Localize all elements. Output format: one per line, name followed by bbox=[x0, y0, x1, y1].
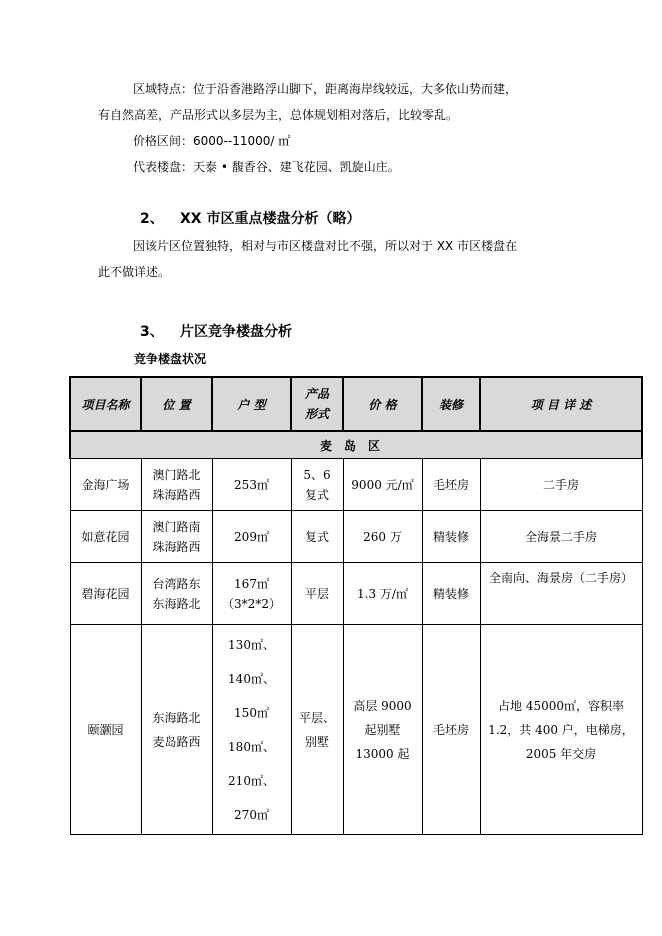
cell-form-line1: 5、6 bbox=[303, 467, 331, 482]
cell-location-line2: 麦岛路西 bbox=[152, 734, 201, 749]
table-section-row bbox=[70, 431, 642, 459]
unit-type-item: 270㎡ bbox=[234, 807, 269, 822]
cell-price-line1: 高层 9000 bbox=[353, 698, 412, 713]
header-product-form bbox=[291, 377, 343, 431]
intro-features-line1: 区域特点：位于沿香港路浮山脚下，距离海岸线较远，大多依山势而建， bbox=[133, 82, 518, 96]
cell-form-line2: 复式 bbox=[304, 487, 329, 502]
cell-location-line1: 东海路北 bbox=[152, 710, 201, 725]
cell-form-line1: 平层、 bbox=[298, 710, 335, 725]
cell-desc-line2: 1.2，共 400 户，电梯房， bbox=[488, 722, 634, 737]
cell-location-line2: 东海路北 bbox=[152, 596, 201, 611]
cell-price-line2: 起别墅 bbox=[364, 722, 401, 737]
cell-description: 全海景二手房 bbox=[480, 511, 642, 563]
table-row bbox=[70, 459, 642, 511]
section2-text-line2: 此不做详述。 bbox=[98, 265, 171, 279]
cell-price: 260 万 bbox=[343, 511, 422, 563]
cell-product-form: 复式 bbox=[291, 511, 343, 563]
section2-number: 2、 bbox=[140, 211, 164, 227]
header-price: 价 格 bbox=[343, 377, 422, 431]
cell-location-line1: 澳门路北 bbox=[152, 467, 201, 482]
table-header-row bbox=[70, 377, 642, 431]
section3-title: 片区竞争楼盘分析 bbox=[180, 324, 292, 340]
cell-name: 如意花园 bbox=[70, 511, 141, 563]
header-unit-type: 户 型 bbox=[212, 377, 291, 431]
table-row bbox=[70, 563, 642, 625]
cell-finish: 精装修 bbox=[422, 563, 480, 625]
cell-form-line2: 别墅 bbox=[304, 734, 329, 749]
cell-location bbox=[141, 459, 212, 511]
cell-unit-type: 209㎡ bbox=[212, 511, 291, 563]
cell-location-line2: 珠海路西 bbox=[152, 487, 201, 502]
cell-unit-types bbox=[212, 625, 291, 835]
cell-product-form: 平层 bbox=[291, 563, 343, 625]
header-project-name: 项目名称 bbox=[70, 377, 141, 431]
section2-title: XX 市区重点楼盘分析（略） bbox=[180, 211, 361, 227]
cell-description: 全南向、海景房（二手房） bbox=[480, 563, 642, 625]
competition-table bbox=[69, 376, 643, 835]
cell-location-line1: 澳门路南 bbox=[152, 519, 201, 534]
cell-name: 颐灏园 bbox=[70, 625, 141, 835]
section-maidao: 麦岛区 bbox=[70, 431, 642, 459]
table-row bbox=[70, 511, 642, 563]
cell-name: 金海广场 bbox=[70, 459, 141, 511]
header-product-form-line1: 产品 bbox=[304, 387, 329, 401]
section3-subtitle: 竞争楼盘状况 bbox=[134, 352, 207, 366]
section3-heading bbox=[140, 321, 292, 341]
header-location: 位 置 bbox=[141, 377, 212, 431]
intro-price-range: 价格区间：6000--11000/ ㎡ bbox=[133, 134, 291, 148]
header-product-form-line2: 形式 bbox=[304, 407, 329, 421]
cell-price bbox=[343, 625, 422, 835]
intro-representative: 代表楼盘：天泰 • 馥香谷、建飞花园、凯旋山庄。 bbox=[133, 160, 400, 174]
unit-type-item: 130㎡、 bbox=[228, 637, 275, 652]
cell-finish: 毛坯房 bbox=[422, 459, 480, 511]
cell-type-line1: 167㎡ bbox=[234, 576, 269, 591]
cell-location-line1: 台湾路东 bbox=[152, 576, 201, 591]
cell-description: 二手房 bbox=[480, 459, 642, 511]
unit-type-item: 210㎡、 bbox=[228, 773, 275, 788]
table-row bbox=[70, 625, 642, 835]
cell-unit-type: 253㎡ bbox=[212, 459, 291, 511]
cell-price: 1.3 万/㎡ bbox=[343, 563, 422, 625]
cell-desc-line1: 占地 45000㎡，容积率 bbox=[498, 698, 624, 713]
intro-features-line2: 有自然高差，产品形式以多层为主，总体规划相对落后，比较零乱。 bbox=[98, 108, 459, 122]
cell-desc-line3: 2005 年交房 bbox=[525, 746, 597, 761]
section3-number: 3、 bbox=[140, 324, 164, 340]
cell-location bbox=[141, 563, 212, 625]
cell-name: 碧海花园 bbox=[70, 563, 141, 625]
cell-price: 9000 元/㎡ bbox=[343, 459, 422, 511]
cell-description bbox=[480, 625, 642, 835]
cell-type-line2: （3*2*2） bbox=[222, 596, 281, 611]
cell-finish: 毛坯房 bbox=[422, 625, 480, 835]
cell-location bbox=[141, 625, 212, 835]
cell-unit-type bbox=[212, 563, 291, 625]
cell-location bbox=[141, 511, 212, 563]
section2-text-line1: 因该片区位置独特，相对与市区楼盘对比不强，所以对于 XX 市区楼盘在 bbox=[133, 239, 518, 253]
cell-product-form bbox=[291, 459, 343, 511]
header-finish: 装修 bbox=[422, 377, 480, 431]
cell-location-line2: 珠海路西 bbox=[152, 539, 201, 554]
unit-type-item: 180㎡、 bbox=[228, 739, 275, 754]
header-description: 项 目 详 述 bbox=[480, 377, 642, 431]
unit-type-item: 140㎡、 bbox=[228, 671, 275, 686]
section2-heading bbox=[140, 208, 360, 228]
cell-finish: 精装修 bbox=[422, 511, 480, 563]
cell-product-form bbox=[291, 625, 343, 835]
cell-price-line3: 13000 起 bbox=[355, 746, 410, 761]
unit-type-item: 150㎡ bbox=[234, 705, 269, 720]
